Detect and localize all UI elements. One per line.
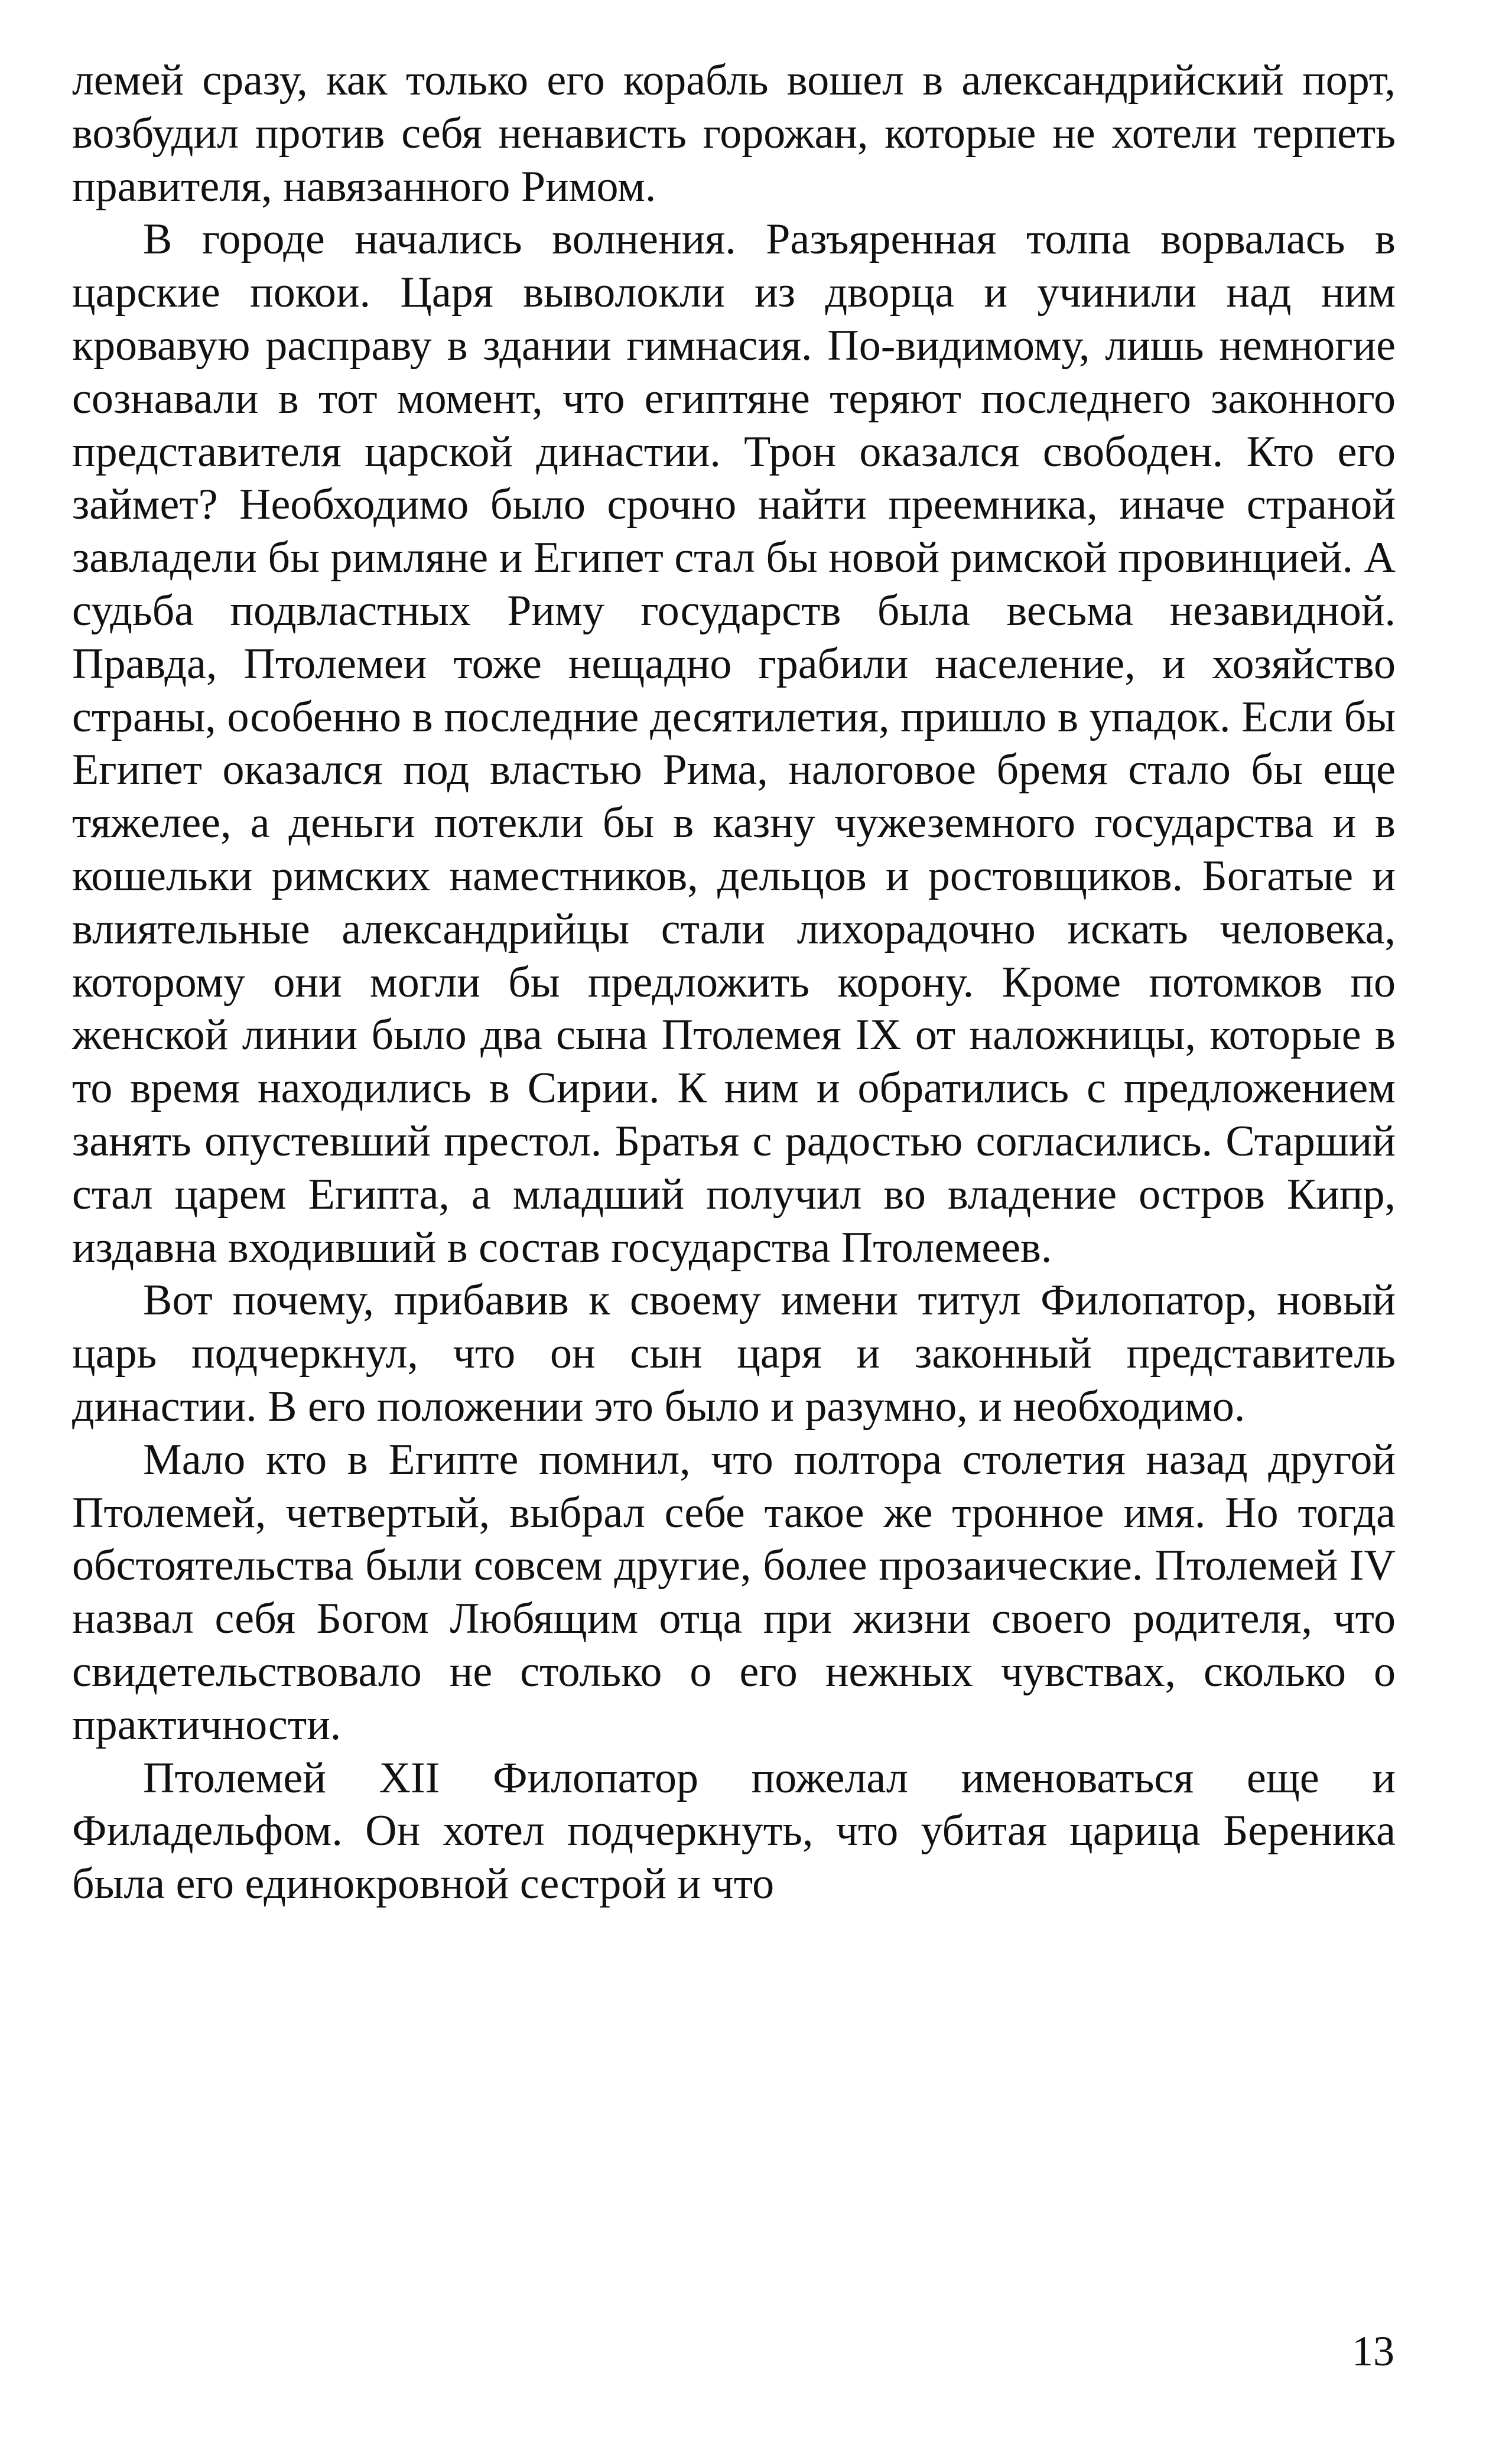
page-number: 13 — [1352, 2328, 1394, 2375]
paragraph: Вот почему, прибавив к своему имени титул Филопатор, новый царь подчеркнул, что он сын царя и законный представитель династии. В его положении это было и разумно, и необходимо. — [72, 1276, 1396, 1431]
paragraph: Мало кто в Египте помнил, что полтора столетия назад другой Птолемей, четвертый, выбрал себе такое же тронное имя. Но тогда обстоятельства были совсем другие, более прозаические. Птолемей IV назвал себя Богом Любящим отца при жизни своего родителя, что свидетельствовало не столько о его нежных чувствах, сколько о практичности. — [72, 1435, 1396, 1749]
paragraph: В городе начались волнения. Разъяренная толпа ворвалась в царские покои. Царя выволокли из дворца и учинили над ним кровавую расправу в здании гимнасия. По-видимому, лишь немногие сознавали в тот момент, что египтяне теряют последнего законного представителя царской династии. Трон оказался свободен. Кто его займет? Необходимо было срочно найти преемника, иначе страной завладели бы римляне и Египет стал бы новой римской провинцией. А судьба подвластных Риму государств была весьма незавидной. Правда, Птолемеи тоже нещадно грабили население, и хозяйство страны, особенно в последние десятилетия, пришло в упадок. Если бы Египет оказался под властью Рима, налоговое бремя стало бы еще тяжелее, а деньги потекли бы в казну чужеземного государства и в кошельки римских наместников, дельцов и ростовщиков. Богатые и влиятельные александрийцы стали лихорадочно искать человека, которому они могли бы предложить корону. Кроме потомков по женской линии было два сына Птолемея IX от наложницы, которые в то время находились в Сирии. К ним и обратились с предложением занять опустевший престол. Братья с радостью согласились. Старший стал царем Египта, а младший получил во владение остров Кипр, издавна входивший в состав государства Птолемеев. — [72, 215, 1396, 1272]
paragraph: Птолемей XII Филопатор пожелал именоваться еще и Филадельфом. Он хотел подчеркнуть, что убитая царица Береника была его единокровной сестрой и что — [72, 1753, 1396, 1909]
paragraph-continued: лемей сразу, как только его корабль вошел в александрийский порт, возбудил против себя ненависть горожан, которые не хотели терпеть правителя, навязанного Римом. — [72, 56, 1396, 211]
body-text — [72, 54, 1396, 1911]
